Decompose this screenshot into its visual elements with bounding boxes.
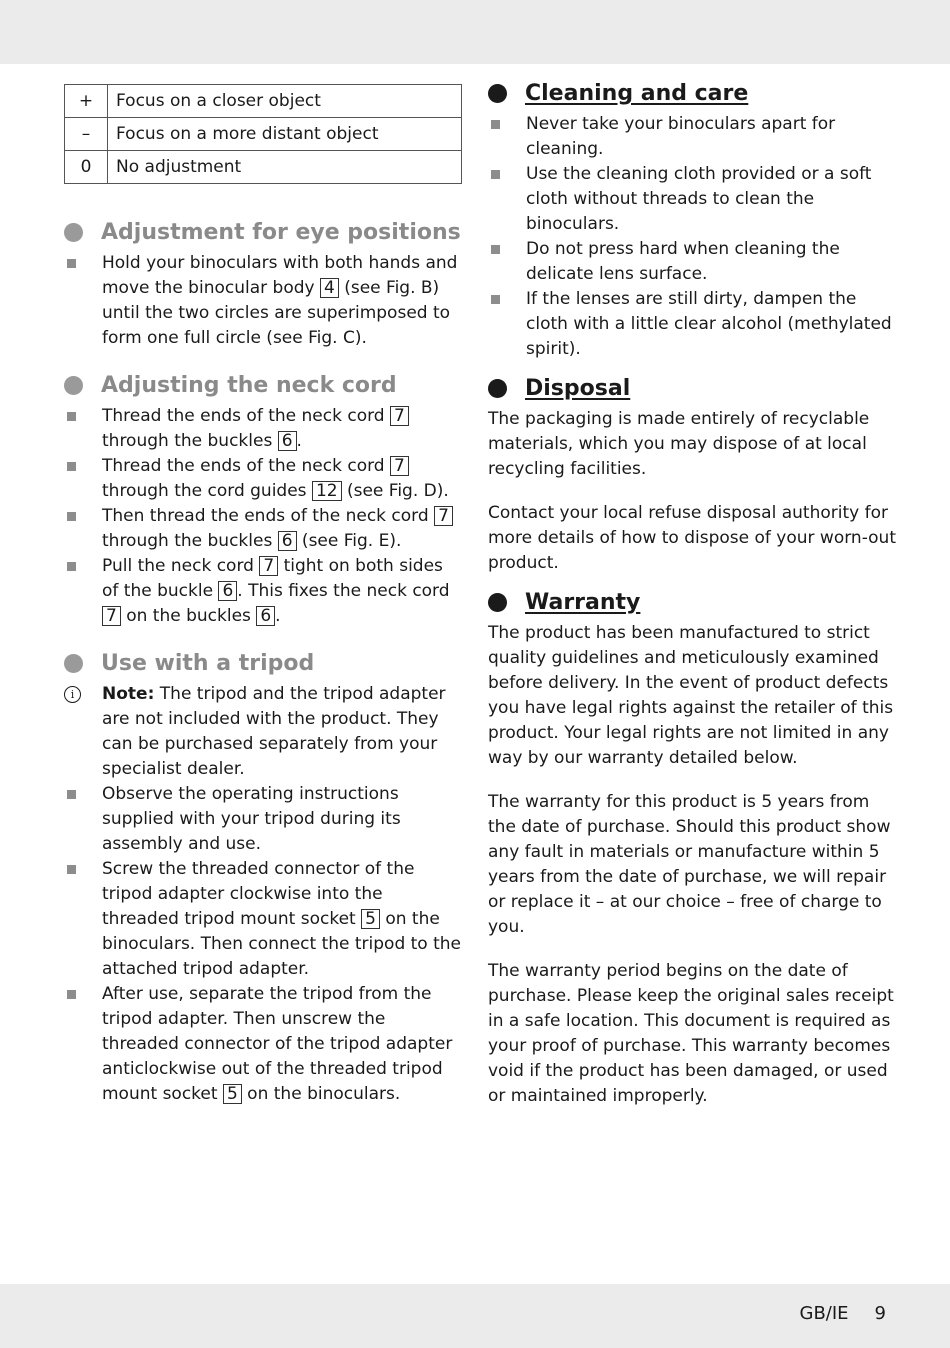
part-number: 4: [320, 278, 339, 298]
part-number: 7: [390, 456, 409, 476]
left-column: [64, 78, 464, 1107]
note-label: Note:: [102, 684, 155, 704]
neck-cord-list: [64, 404, 464, 629]
item-text: If the lenses are still dirty, dampen the cloth with a little clear alcohol (methylated spirit).: [526, 289, 892, 359]
table-symbol: 0: [65, 151, 108, 184]
part-number: 12: [312, 481, 342, 501]
item-text: on the buckles: [120, 606, 257, 626]
item-text: Observe the operating instructions supplied with your tripod during its assembly and use.: [102, 784, 401, 854]
item-text: (see Fig. B) until the two circles are superimposed to form one full circle (see Fig. C).: [102, 278, 451, 348]
part-number: 6: [278, 531, 297, 551]
item-text: After use, separate the tripod from the tripod adapter. Then unscrew the threaded connector of the tripod adapter anticlockwise out of the threaded tripod mount socket: [102, 984, 453, 1104]
disposal-paragraph: Contact your local refuse disposal authority for more details of how to dispose of your worn-out product.: [488, 503, 896, 573]
heading-text: Warranty: [525, 590, 641, 615]
info-icon: i: [64, 686, 81, 703]
part-number: 6: [218, 581, 237, 601]
list-item: [64, 454, 464, 504]
item-text: Thread the ends of the neck cord: [102, 456, 390, 476]
part-number: 7: [434, 506, 453, 526]
heading-text: Adjustment for eye positions: [101, 220, 461, 245]
part-number: 7: [102, 606, 121, 626]
table-row: [65, 118, 462, 151]
list-item: [488, 287, 898, 362]
disposal-paragraph: The packaging is made entirely of recyclable materials, which you may dispose of at local recycling facilities.: [488, 409, 870, 479]
part-number: 6: [278, 431, 297, 451]
heading-text: Adjusting the neck cord: [101, 373, 397, 398]
right-column: [488, 78, 898, 1109]
section-heading-disposal: [488, 376, 898, 401]
part-number: 7: [390, 406, 409, 426]
square-bullet-icon: [491, 245, 500, 254]
square-bullet-icon: [67, 259, 76, 268]
section-heading-cleaning: [488, 81, 898, 106]
table-text: No adjustment: [108, 151, 462, 184]
heading-bullet-icon: [488, 379, 507, 398]
warranty-paragraph: The warranty for this product is 5 years from the date of purchase. Should this product show any fault in materials or manufacture within 5 years from the date of purchase, we will repair or replace it – at our choice – free of charge to you.: [488, 792, 891, 937]
region-label: GB/IE: [799, 1303, 849, 1324]
square-bullet-icon: [491, 120, 500, 129]
heading-bullet-icon: [64, 223, 83, 242]
item-text: .: [296, 431, 302, 451]
heading-bullet-icon: [488, 84, 507, 103]
list-item: [64, 782, 464, 857]
item-text: (see Fig. D).: [341, 481, 449, 501]
section-heading-tripod: [64, 651, 464, 676]
part-number: 5: [223, 1084, 242, 1104]
square-bullet-icon: [67, 462, 76, 471]
header-band: [0, 0, 950, 64]
item-text: Screw the threaded connector of the tripod adapter clockwise into the threaded tripod mount socket: [102, 859, 415, 929]
tripod-list: [64, 682, 464, 1107]
table-row: [65, 85, 462, 118]
table-text: Focus on a closer object: [108, 85, 462, 118]
list-item: [64, 554, 464, 629]
heading-bullet-icon: [64, 654, 83, 673]
square-bullet-icon: [491, 295, 500, 304]
warranty-paragraph: The product has been manufactured to strict quality guidelines and meticulously examined before delivery. In the event of product defects you have legal rights against the retailer of this product. Your legal rights are not limited in any way by our warranty detailed below.: [488, 623, 894, 768]
item-text: Do not press hard when cleaning the delicate lens surface.: [526, 239, 840, 284]
square-bullet-icon: [67, 990, 76, 999]
part-number: 6: [256, 606, 275, 626]
item-text: Then thread the ends of the neck cord: [102, 506, 435, 526]
list-item: [64, 404, 464, 454]
item-text: tight on both sides of the buckle: [102, 556, 443, 601]
heading-bullet-icon: [488, 593, 507, 612]
item-text: on the binoculars.: [241, 1084, 401, 1104]
section-heading-warranty: [488, 590, 898, 615]
section-heading-neck-cord: [64, 373, 464, 398]
section-heading-eye-positions: [64, 220, 464, 245]
square-bullet-icon: [67, 865, 76, 874]
table-text: Focus on a more distant object: [108, 118, 462, 151]
heading-text: Use with a tripod: [101, 651, 315, 676]
page-footer: [800, 1303, 887, 1324]
square-bullet-icon: [67, 412, 76, 421]
item-text: . This fixes the neck cord: [237, 581, 450, 601]
note-item: [64, 682, 464, 782]
item-text: Never take your binoculars apart for cleaning.: [526, 114, 836, 159]
focus-table: [64, 84, 462, 184]
table-symbol: –: [65, 118, 108, 151]
list-item: [488, 162, 898, 237]
item-text: through the cord guides: [102, 481, 312, 501]
item-text: through the buckles: [102, 531, 278, 551]
note-text: The tripod and the tripod adapter are not included with the product. They can be purchased separately from your specialist dealer.: [102, 684, 446, 779]
part-number: 7: [259, 556, 278, 576]
square-bullet-icon: [67, 562, 76, 571]
heading-text: Disposal: [525, 376, 631, 401]
list-item: [488, 112, 898, 162]
item-text: Use the cleaning cloth provided or a soft cloth without threads to clean the binoculars.: [526, 164, 872, 234]
item-text: through the buckles: [102, 431, 278, 451]
warranty-paragraph: The warranty period begins on the date of purchase. Please keep the original sales receipt in a safe location. This document is required as your proof of purchase. This warranty becomes void if the product has been damaged, or used or maintained improperly.: [488, 961, 894, 1106]
square-bullet-icon: [491, 170, 500, 179]
table-row: [65, 151, 462, 184]
cleaning-list: [488, 112, 898, 362]
heading-text: Cleaning and care: [525, 81, 749, 106]
list-item: [64, 251, 464, 351]
square-bullet-icon: [67, 512, 76, 521]
list-item: [488, 237, 898, 287]
eye-positions-list: [64, 251, 464, 351]
item-text: .: [275, 606, 281, 626]
list-item: [64, 982, 464, 1107]
table-symbol: +: [65, 85, 108, 118]
list-item: [64, 504, 464, 554]
list-item: [64, 857, 464, 982]
item-text: Thread the ends of the neck cord: [102, 406, 390, 426]
square-bullet-icon: [67, 790, 76, 799]
item-text: (see Fig. E).: [296, 531, 402, 551]
heading-bullet-icon: [64, 376, 83, 395]
part-number: 5: [361, 909, 380, 929]
item-text: Pull the neck cord: [102, 556, 260, 576]
item-text: on the binoculars. Then connect the tripod to the attached tripod adapter.: [102, 909, 462, 979]
page-number: 9: [874, 1303, 886, 1324]
item-text: Hold your binoculars with both hands and move the binocular body: [102, 253, 458, 298]
